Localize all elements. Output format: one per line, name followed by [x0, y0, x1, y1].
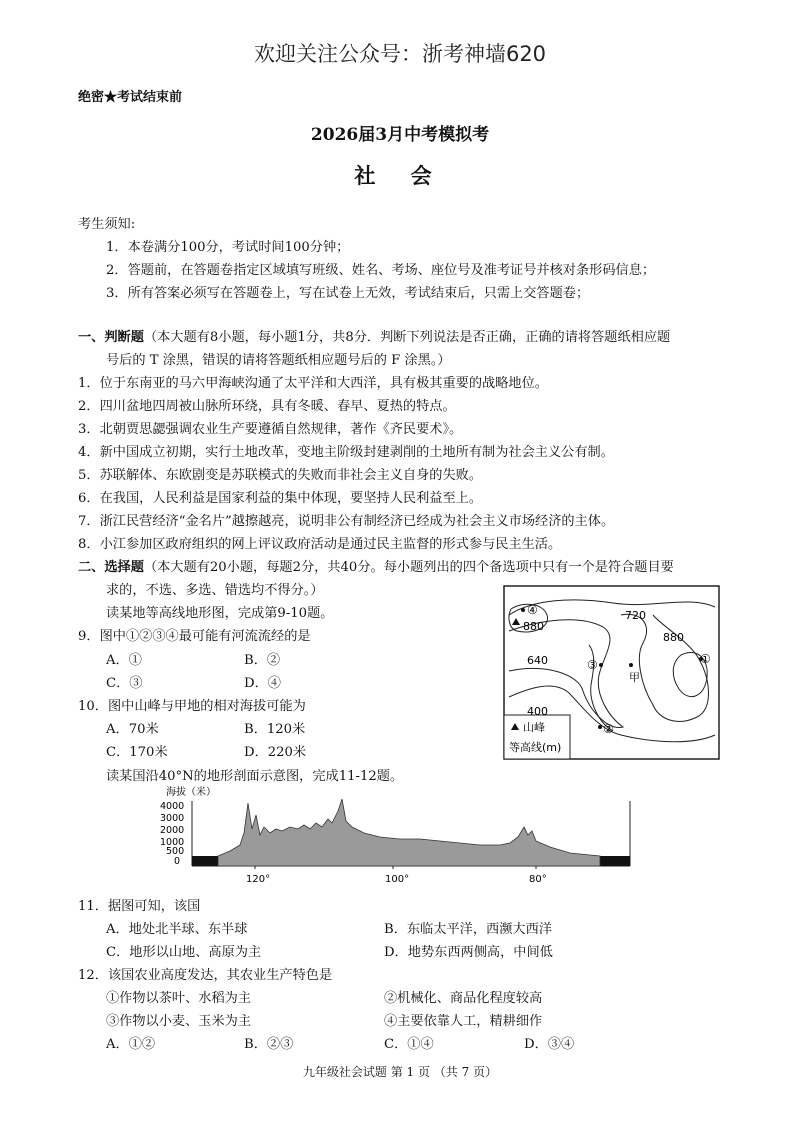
terrain-profile	[140, 783, 640, 888]
circled-label-1: ①	[700, 652, 711, 666]
exam-title: 2026届3月中考模拟考	[310, 125, 490, 145]
location-jia-label: 甲	[629, 671, 640, 684]
q11-option-d: D．地势东西两侧高，中间低	[384, 945, 553, 960]
section2-desc-2: 求的，不选、多选、错选均不得分。）	[106, 583, 324, 598]
q9-option-a: A．①	[106, 653, 142, 668]
judge-item-8: 8．小江参加区政府组织的网上评议政府活动是通过民主监督的形式参与民主生活。	[78, 537, 562, 552]
q9-stem: 9．图中①②③④最可能有河流流经的是	[78, 629, 311, 644]
section2-heading: 二、选择题	[78, 560, 144, 575]
profile-xtick-100: 100°	[385, 874, 410, 885]
legend-contour-label: 等高线(m)	[509, 741, 562, 754]
q12-option-a: A．①②	[106, 1037, 156, 1052]
q10-stem: 10．图中山峰与甲地的相对海拔可能为	[78, 699, 306, 714]
contour-map	[503, 585, 720, 760]
contour-label-880-right: 880	[663, 631, 684, 644]
q10-option-b: B．120米	[244, 722, 306, 737]
q9-option-c: C．③	[106, 676, 143, 691]
q12-statement-2: ②机械化、商品化程度较高	[384, 991, 543, 1006]
profile-ytick-0: 0	[174, 856, 181, 867]
contour-label-400: 400	[527, 705, 548, 718]
q12-option-c: C．①④	[384, 1037, 434, 1052]
page-footer: 九年级社会试题 第 1 页 （共 7 页）	[302, 1065, 498, 1079]
contour-label-880-left: 880	[523, 620, 544, 633]
q10-option-d: D．220米	[244, 745, 307, 760]
exam-subject: 社 会	[354, 163, 446, 188]
profile-ytick-3000: 3000	[160, 813, 185, 824]
read-instruction-1: 读某地等高线地形图，完成第9-10题。	[106, 606, 334, 621]
contour-label-720: 720	[625, 609, 646, 622]
profile-xtick-80: 80°	[529, 874, 547, 885]
legend-peak-label: 山峰	[523, 721, 545, 734]
q11-stem: 11．据图可知，该国	[78, 899, 201, 914]
notice-item-3: 3．所有答案必须写在答题卷上，写在试卷上无效，考试结束后，只需上交答题卷；	[106, 286, 590, 301]
q11-option-c: C．地形以山地、高原为主	[106, 945, 262, 960]
circled-label-3: ③	[587, 658, 598, 672]
section1-heading: 一、判断题	[78, 330, 144, 345]
section1-desc-2: 号后的 T 涂黑，错误的请将答题纸相应题号后的 F 涂黑。）	[106, 353, 451, 368]
judge-item-7: 7．浙江民营经济“金名片”越擦越亮，说明非公有制经济已经成为社会主义市场经济的主体。	[78, 514, 615, 529]
q11-option-b: B．东临太平洋，西濒大西洋	[384, 922, 552, 937]
profile-ytick-2000: 2000	[160, 825, 185, 836]
q10-option-a: A．70米	[106, 722, 159, 737]
q12-stem: 12．该国农业高度发达，其农业生产特色是	[78, 968, 333, 983]
section1-header	[78, 326, 670, 345]
contour-label-640: 640	[527, 654, 548, 667]
section1-desc-1: （本大题有8小题，每小题1分，共8分．判断下列说法是否正确，正确的请将答题纸相应题	[143, 330, 671, 345]
judge-item-5: 5．苏联解体、东欧剧变是苏联模式的失败而非社会主义自身的失败。	[78, 468, 483, 483]
notice-item-2: 2．答题前，在答题卷指定区域填写班级、姓名、考场、座位号及准考证号并核对条形码信息；	[106, 263, 656, 278]
q10-option-c: C．170米	[106, 745, 168, 760]
section2-header	[78, 556, 674, 575]
judge-item-1: 1．位于东南亚的马六甲海峡沟通了太平洋和大西洋，具有极其重要的战略地位。	[78, 376, 548, 391]
sea-west	[192, 856, 218, 866]
confidential-mark: 绝密★考试结束前	[78, 90, 183, 105]
read-instruction-2: 读某国沿40°N的地形剖面示意图，完成11-12题。	[106, 769, 404, 784]
profile-ytick-1000: 1000	[160, 837, 185, 848]
judge-item-3: 3．北朝贾思勰强调农业生产要遵循自然规律，著作《齐民要术》。	[78, 422, 463, 437]
terrain-fill	[218, 799, 600, 866]
profile-ytick-4000: 4000	[160, 801, 185, 812]
judge-item-2: 2．四川盆地四周被山脉所环绕，具有冬暖、春早、夏热的特点。	[78, 399, 456, 414]
section2-desc-1: （本大题有20小题，每题2分，共40分。每小题列出的四个备选项中只有一个是符合题目要	[143, 560, 674, 575]
header-banner: 欢迎关注公众号：浙考神墙620	[253, 42, 547, 66]
q12-option-d: D．③④	[524, 1037, 575, 1052]
profile-xtick-120: 120°	[246, 874, 271, 885]
profile-ytick-500: 500	[166, 846, 185, 857]
q11-option-a: A．地处北半球、东半球	[106, 922, 248, 937]
q12-statement-4: ④主要依靠人工，精耕细作	[384, 1014, 543, 1029]
profile-ylabel: 海拔（米）	[166, 787, 216, 798]
q12-statement-1: ①作物以茶叶、水稻为主	[106, 991, 252, 1006]
circled-label-4: ④	[527, 603, 538, 617]
q12-option-b: B．②③	[244, 1037, 294, 1052]
notice-heading: 考生须知:	[78, 217, 136, 232]
judge-item-4: 4．新中国成立初期，实行土地改革，变地主阶级封建剥削的土地所有制为社会主义公有制。	[78, 445, 614, 460]
q12-statement-3: ③作物以小麦、玉米为主	[106, 1014, 252, 1029]
q9-option-d: D．④	[244, 676, 281, 691]
circled-label-2: ②	[603, 722, 614, 736]
notice-item-1: 1．本卷满分100分，考试时间100分钟；	[106, 240, 350, 255]
q9-option-b: B．②	[244, 653, 281, 668]
sea-east	[600, 856, 630, 866]
judge-item-6: 6．在我国，人民利益是国家利益的集中体现，要坚持人民利益至上。	[78, 491, 483, 506]
